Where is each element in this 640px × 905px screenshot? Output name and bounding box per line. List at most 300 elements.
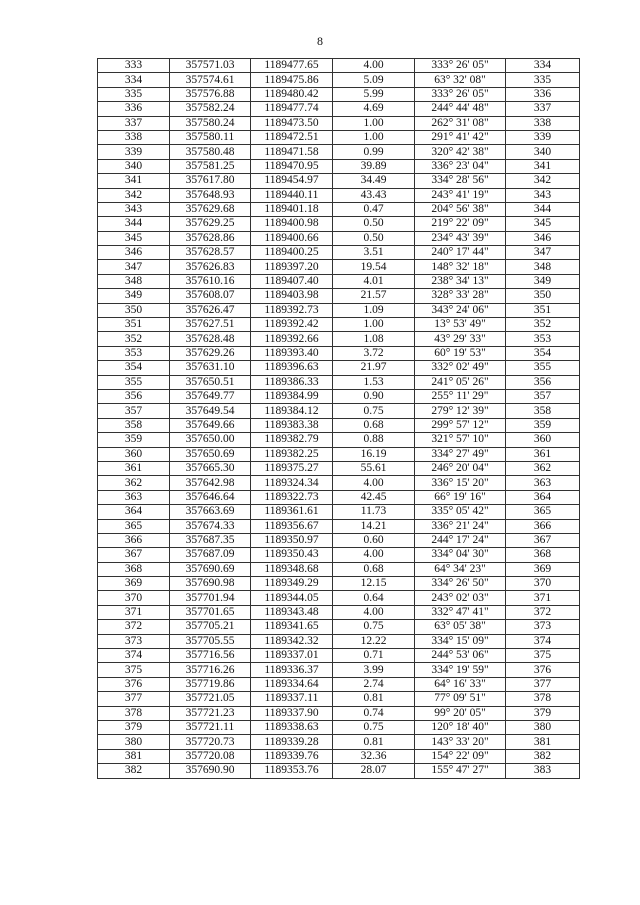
point-number-cell: 362 xyxy=(98,476,170,490)
length-cell: 4.00 xyxy=(333,476,415,490)
length-cell: 4.01 xyxy=(333,274,415,288)
next-point-cell: 368 xyxy=(506,548,580,562)
y-coordinate-cell: 1189393.40 xyxy=(251,346,333,360)
direction-angle-cell: 66° 19' 16" xyxy=(415,490,506,504)
length-cell: 1.00 xyxy=(333,318,415,332)
x-coordinate-cell: 357716.56 xyxy=(170,649,251,663)
length-cell: 0.50 xyxy=(333,217,415,231)
length-cell: 4.69 xyxy=(333,102,415,116)
point-number-cell: 368 xyxy=(98,562,170,576)
y-coordinate-cell: 1189403.98 xyxy=(251,289,333,303)
direction-angle-cell: 328° 33' 28" xyxy=(415,289,506,303)
next-point-cell: 353 xyxy=(506,332,580,346)
length-cell: 0.68 xyxy=(333,418,415,432)
table-row xyxy=(98,634,580,648)
length-cell: 0.64 xyxy=(333,591,415,605)
length-cell: 34.49 xyxy=(333,174,415,188)
x-coordinate-cell: 357646.64 xyxy=(170,490,251,504)
point-number-cell: 333 xyxy=(98,59,170,73)
table-row xyxy=(98,663,580,677)
direction-angle-cell: 155° 47' 27" xyxy=(415,764,506,778)
point-number-cell: 361 xyxy=(98,461,170,475)
point-number-cell: 346 xyxy=(98,246,170,260)
point-number-cell: 374 xyxy=(98,649,170,663)
table-row xyxy=(98,735,580,749)
length-cell: 0.81 xyxy=(333,735,415,749)
coordinate-table-body xyxy=(98,59,580,779)
table-row xyxy=(98,461,580,475)
table-row xyxy=(98,505,580,519)
point-number-cell: 354 xyxy=(98,361,170,375)
y-coordinate-cell: 1189382.79 xyxy=(251,433,333,447)
next-point-cell: 363 xyxy=(506,476,580,490)
direction-angle-cell: 99° 20' 05" xyxy=(415,706,506,720)
length-cell: 0.90 xyxy=(333,389,415,403)
length-cell: 39.89 xyxy=(333,159,415,173)
point-number-cell: 345 xyxy=(98,231,170,245)
direction-angle-cell: 234° 43' 39" xyxy=(415,231,506,245)
table-row xyxy=(98,361,580,375)
direction-angle-cell: 336° 23' 04" xyxy=(415,159,506,173)
next-point-cell: 373 xyxy=(506,620,580,634)
direction-angle-cell: 60° 19' 53" xyxy=(415,346,506,360)
point-number-cell: 352 xyxy=(98,332,170,346)
y-coordinate-cell: 1189400.98 xyxy=(251,217,333,231)
next-point-cell: 366 xyxy=(506,519,580,533)
direction-angle-cell: 332° 02' 49" xyxy=(415,361,506,375)
direction-angle-cell: 279° 12' 39" xyxy=(415,404,506,418)
direction-angle-cell: 64° 16' 33" xyxy=(415,677,506,691)
length-cell: 0.75 xyxy=(333,620,415,634)
x-coordinate-cell: 357719.86 xyxy=(170,677,251,691)
point-number-cell: 365 xyxy=(98,519,170,533)
next-point-cell: 360 xyxy=(506,433,580,447)
x-coordinate-cell: 357674.33 xyxy=(170,519,251,533)
y-coordinate-cell: 1189396.63 xyxy=(251,361,333,375)
direction-angle-cell: 334° 19' 59" xyxy=(415,663,506,677)
y-coordinate-cell: 1189339.28 xyxy=(251,735,333,749)
x-coordinate-cell: 357629.68 xyxy=(170,202,251,216)
length-cell: 1.09 xyxy=(333,303,415,317)
next-point-cell: 382 xyxy=(506,749,580,763)
length-cell: 5.99 xyxy=(333,87,415,101)
x-coordinate-cell: 357581.25 xyxy=(170,159,251,173)
point-number-cell: 366 xyxy=(98,533,170,547)
direction-angle-cell: 244° 44' 48" xyxy=(415,102,506,116)
y-coordinate-cell: 1189386.33 xyxy=(251,375,333,389)
coordinate-table xyxy=(97,58,580,779)
next-point-cell: 370 xyxy=(506,577,580,591)
y-coordinate-cell: 1189337.11 xyxy=(251,692,333,706)
table-row xyxy=(98,346,580,360)
length-cell: 1.00 xyxy=(333,116,415,130)
direction-angle-cell: 77° 09' 51" xyxy=(415,692,506,706)
next-point-cell: 367 xyxy=(506,533,580,547)
direction-angle-cell: 334° 15' 09" xyxy=(415,634,506,648)
direction-angle-cell: 241° 05' 26" xyxy=(415,375,506,389)
length-cell: 0.74 xyxy=(333,706,415,720)
point-number-cell: 379 xyxy=(98,720,170,734)
next-point-cell: 356 xyxy=(506,375,580,389)
y-coordinate-cell: 1189477.74 xyxy=(251,102,333,116)
table-row xyxy=(98,476,580,490)
next-point-cell: 355 xyxy=(506,361,580,375)
point-number-cell: 381 xyxy=(98,749,170,763)
table-row xyxy=(98,231,580,245)
y-coordinate-cell: 1189407.40 xyxy=(251,274,333,288)
point-number-cell: 360 xyxy=(98,447,170,461)
x-coordinate-cell: 357687.09 xyxy=(170,548,251,562)
point-number-cell: 370 xyxy=(98,591,170,605)
length-cell: 28.07 xyxy=(333,764,415,778)
y-coordinate-cell: 1189350.97 xyxy=(251,533,333,547)
direction-angle-cell: 299° 57' 12" xyxy=(415,418,506,432)
length-cell: 0.60 xyxy=(333,533,415,547)
page-number: 8 xyxy=(317,34,323,48)
length-cell: 5.09 xyxy=(333,73,415,87)
table-row xyxy=(98,577,580,591)
direction-angle-cell: 334° 26' 50" xyxy=(415,577,506,591)
table-row xyxy=(98,102,580,116)
length-cell: 4.00 xyxy=(333,548,415,562)
length-cell: 1.53 xyxy=(333,375,415,389)
table-row xyxy=(98,490,580,504)
point-number-cell: 343 xyxy=(98,202,170,216)
x-coordinate-cell: 357580.11 xyxy=(170,130,251,144)
table-row xyxy=(98,130,580,144)
point-number-cell: 373 xyxy=(98,634,170,648)
length-cell: 32.36 xyxy=(333,749,415,763)
next-point-cell: 336 xyxy=(506,87,580,101)
table-row xyxy=(98,73,580,87)
direction-angle-cell: 333° 26' 05" xyxy=(415,59,506,73)
direction-angle-cell: 43° 29' 33" xyxy=(415,332,506,346)
x-coordinate-cell: 357690.69 xyxy=(170,562,251,576)
next-point-cell: 334 xyxy=(506,59,580,73)
next-point-cell: 365 xyxy=(506,505,580,519)
y-coordinate-cell: 1189341.65 xyxy=(251,620,333,634)
length-cell: 0.88 xyxy=(333,433,415,447)
next-point-cell: 350 xyxy=(506,289,580,303)
x-coordinate-cell: 357642.98 xyxy=(170,476,251,490)
direction-angle-cell: 334° 28' 56" xyxy=(415,174,506,188)
y-coordinate-cell: 1189384.12 xyxy=(251,404,333,418)
table-row xyxy=(98,720,580,734)
direction-angle-cell: 244° 53' 06" xyxy=(415,649,506,663)
x-coordinate-cell: 357580.48 xyxy=(170,145,251,159)
length-cell: 0.81 xyxy=(333,692,415,706)
y-coordinate-cell: 1189400.66 xyxy=(251,231,333,245)
point-number-cell: 372 xyxy=(98,620,170,634)
point-number-cell: 358 xyxy=(98,418,170,432)
point-number-cell: 351 xyxy=(98,318,170,332)
table-row xyxy=(98,159,580,173)
direction-angle-cell: 238° 34' 13" xyxy=(415,274,506,288)
length-cell: 3.99 xyxy=(333,663,415,677)
y-coordinate-cell: 1189338.63 xyxy=(251,720,333,734)
point-number-cell: 382 xyxy=(98,764,170,778)
next-point-cell: 354 xyxy=(506,346,580,360)
length-cell: 55.61 xyxy=(333,461,415,475)
x-coordinate-cell: 357628.57 xyxy=(170,246,251,260)
next-point-cell: 378 xyxy=(506,692,580,706)
x-coordinate-cell: 357649.54 xyxy=(170,404,251,418)
length-cell: 0.75 xyxy=(333,404,415,418)
next-point-cell: 364 xyxy=(506,490,580,504)
x-coordinate-cell: 357665.30 xyxy=(170,461,251,475)
direction-angle-cell: 244° 17' 24" xyxy=(415,533,506,547)
x-coordinate-cell: 357617.80 xyxy=(170,174,251,188)
y-coordinate-cell: 1189475.86 xyxy=(251,73,333,87)
table-row xyxy=(98,620,580,634)
direction-angle-cell: 321° 57' 10" xyxy=(415,433,506,447)
point-number-cell: 378 xyxy=(98,706,170,720)
table-row xyxy=(98,418,580,432)
next-point-cell: 342 xyxy=(506,174,580,188)
next-point-cell: 357 xyxy=(506,389,580,403)
table-row xyxy=(98,605,580,619)
next-point-cell: 340 xyxy=(506,145,580,159)
y-coordinate-cell: 1189382.25 xyxy=(251,447,333,461)
next-point-cell: 341 xyxy=(506,159,580,173)
table-row xyxy=(98,246,580,260)
x-coordinate-cell: 357626.47 xyxy=(170,303,251,317)
x-coordinate-cell: 357649.77 xyxy=(170,389,251,403)
length-cell: 2.74 xyxy=(333,677,415,691)
x-coordinate-cell: 357716.26 xyxy=(170,663,251,677)
point-number-cell: 342 xyxy=(98,188,170,202)
table-row xyxy=(98,447,580,461)
table-row xyxy=(98,202,580,216)
length-cell: 11.73 xyxy=(333,505,415,519)
table-row xyxy=(98,533,580,547)
y-coordinate-cell: 1189480.42 xyxy=(251,87,333,101)
direction-angle-cell: 63° 32' 08" xyxy=(415,73,506,87)
table-row xyxy=(98,260,580,274)
direction-angle-cell: 154° 22' 09" xyxy=(415,749,506,763)
next-point-cell: 377 xyxy=(506,677,580,691)
point-number-cell: 341 xyxy=(98,174,170,188)
length-cell: 19.54 xyxy=(333,260,415,274)
point-number-cell: 356 xyxy=(98,389,170,403)
length-cell: 42.45 xyxy=(333,490,415,504)
direction-angle-cell: 255° 11' 29" xyxy=(415,389,506,403)
next-point-cell: 383 xyxy=(506,764,580,778)
y-coordinate-cell: 1189322.73 xyxy=(251,490,333,504)
length-cell: 4.00 xyxy=(333,605,415,619)
table-row xyxy=(98,389,580,403)
table-row xyxy=(98,87,580,101)
x-coordinate-cell: 357721.11 xyxy=(170,720,251,734)
length-cell: 4.00 xyxy=(333,59,415,73)
point-number-cell: 377 xyxy=(98,692,170,706)
direction-angle-cell: 204° 56' 38" xyxy=(415,202,506,216)
next-point-cell: 369 xyxy=(506,562,580,576)
x-coordinate-cell: 357608.07 xyxy=(170,289,251,303)
length-cell: 12.15 xyxy=(333,577,415,591)
point-number-cell: 337 xyxy=(98,116,170,130)
direction-angle-cell: 333° 26' 05" xyxy=(415,87,506,101)
table-row xyxy=(98,217,580,231)
next-point-cell: 343 xyxy=(506,188,580,202)
y-coordinate-cell: 1189348.68 xyxy=(251,562,333,576)
next-point-cell: 371 xyxy=(506,591,580,605)
table-row xyxy=(98,116,580,130)
length-cell: 21.97 xyxy=(333,361,415,375)
y-coordinate-cell: 1189361.61 xyxy=(251,505,333,519)
point-number-cell: 367 xyxy=(98,548,170,562)
length-cell: 16.19 xyxy=(333,447,415,461)
y-coordinate-cell: 1189343.48 xyxy=(251,605,333,619)
x-coordinate-cell: 357649.66 xyxy=(170,418,251,432)
direction-angle-cell: 332° 47' 41" xyxy=(415,605,506,619)
point-number-cell: 336 xyxy=(98,102,170,116)
direction-angle-cell: 262° 31' 08" xyxy=(415,116,506,130)
next-point-cell: 335 xyxy=(506,73,580,87)
table-row xyxy=(98,174,580,188)
direction-angle-cell: 343° 24' 06" xyxy=(415,303,506,317)
y-coordinate-cell: 1189356.67 xyxy=(251,519,333,533)
x-coordinate-cell: 357629.25 xyxy=(170,217,251,231)
y-coordinate-cell: 1189336.37 xyxy=(251,663,333,677)
direction-angle-cell: 246° 20' 04" xyxy=(415,461,506,475)
next-point-cell: 338 xyxy=(506,116,580,130)
y-coordinate-cell: 1189339.76 xyxy=(251,749,333,763)
table-row xyxy=(98,548,580,562)
x-coordinate-cell: 357627.51 xyxy=(170,318,251,332)
y-coordinate-cell: 1189384.99 xyxy=(251,389,333,403)
y-coordinate-cell: 1189337.01 xyxy=(251,649,333,663)
table-row xyxy=(98,375,580,389)
next-point-cell: 346 xyxy=(506,231,580,245)
point-number-cell: 338 xyxy=(98,130,170,144)
point-number-cell: 349 xyxy=(98,289,170,303)
point-number-cell: 357 xyxy=(98,404,170,418)
length-cell: 0.50 xyxy=(333,231,415,245)
point-number-cell: 364 xyxy=(98,505,170,519)
next-point-cell: 381 xyxy=(506,735,580,749)
x-coordinate-cell: 357631.10 xyxy=(170,361,251,375)
direction-angle-cell: 243° 02' 03" xyxy=(415,591,506,605)
table-row xyxy=(98,188,580,202)
x-coordinate-cell: 357705.55 xyxy=(170,634,251,648)
point-number-cell: 347 xyxy=(98,260,170,274)
table-row xyxy=(98,145,580,159)
point-number-cell: 363 xyxy=(98,490,170,504)
table-row xyxy=(98,303,580,317)
x-coordinate-cell: 357650.00 xyxy=(170,433,251,447)
next-point-cell: 374 xyxy=(506,634,580,648)
table-row xyxy=(98,404,580,418)
direction-angle-cell: 143° 33' 20" xyxy=(415,735,506,749)
point-number-cell: 359 xyxy=(98,433,170,447)
y-coordinate-cell: 1189397.20 xyxy=(251,260,333,274)
x-coordinate-cell: 357650.69 xyxy=(170,447,251,461)
y-coordinate-cell: 1189375.27 xyxy=(251,461,333,475)
direction-angle-cell: 336° 21' 24" xyxy=(415,519,506,533)
y-coordinate-cell: 1189383.38 xyxy=(251,418,333,432)
point-number-cell: 376 xyxy=(98,677,170,691)
length-cell: 3.72 xyxy=(333,346,415,360)
table-row xyxy=(98,274,580,288)
y-coordinate-cell: 1189337.90 xyxy=(251,706,333,720)
x-coordinate-cell: 357610.16 xyxy=(170,274,251,288)
direction-angle-cell: 120° 18' 40" xyxy=(415,720,506,734)
next-point-cell: 372 xyxy=(506,605,580,619)
x-coordinate-cell: 357571.03 xyxy=(170,59,251,73)
direction-angle-cell: 63° 05' 38" xyxy=(415,620,506,634)
direction-angle-cell: 219° 22' 09" xyxy=(415,217,506,231)
x-coordinate-cell: 357701.65 xyxy=(170,605,251,619)
y-coordinate-cell: 1189454.97 xyxy=(251,174,333,188)
y-coordinate-cell: 1189344.05 xyxy=(251,591,333,605)
point-number-cell: 353 xyxy=(98,346,170,360)
point-number-cell: 375 xyxy=(98,663,170,677)
table-row xyxy=(98,332,580,346)
table-row xyxy=(98,519,580,533)
point-number-cell: 380 xyxy=(98,735,170,749)
next-point-cell: 345 xyxy=(506,217,580,231)
direction-angle-cell: 334° 27' 49" xyxy=(415,447,506,461)
length-cell: 0.99 xyxy=(333,145,415,159)
length-cell: 12.22 xyxy=(333,634,415,648)
length-cell: 43.43 xyxy=(333,188,415,202)
y-coordinate-cell: 1189349.29 xyxy=(251,577,333,591)
length-cell: 1.00 xyxy=(333,130,415,144)
length-cell: 0.47 xyxy=(333,202,415,216)
length-cell: 14.21 xyxy=(333,519,415,533)
y-coordinate-cell: 1189440.11 xyxy=(251,188,333,202)
y-coordinate-cell: 1189470.95 xyxy=(251,159,333,173)
y-coordinate-cell: 1189342.32 xyxy=(251,634,333,648)
x-coordinate-cell: 357628.48 xyxy=(170,332,251,346)
table-row xyxy=(98,289,580,303)
next-point-cell: 358 xyxy=(506,404,580,418)
x-coordinate-cell: 357687.35 xyxy=(170,533,251,547)
table-row xyxy=(98,59,580,73)
direction-angle-cell: 335° 05' 42" xyxy=(415,505,506,519)
y-coordinate-cell: 1189477.65 xyxy=(251,59,333,73)
next-point-cell: 361 xyxy=(506,447,580,461)
table-row xyxy=(98,433,580,447)
x-coordinate-cell: 357720.73 xyxy=(170,735,251,749)
point-number-cell: 348 xyxy=(98,274,170,288)
x-coordinate-cell: 357721.05 xyxy=(170,692,251,706)
point-number-cell: 334 xyxy=(98,73,170,87)
table-row xyxy=(98,562,580,576)
y-coordinate-cell: 1189472.51 xyxy=(251,130,333,144)
table-row xyxy=(98,692,580,706)
y-coordinate-cell: 1189350.43 xyxy=(251,548,333,562)
table-row xyxy=(98,764,580,778)
next-point-cell: 376 xyxy=(506,663,580,677)
direction-angle-cell: 13° 53' 49" xyxy=(415,318,506,332)
next-point-cell: 380 xyxy=(506,720,580,734)
next-point-cell: 347 xyxy=(506,246,580,260)
table-row xyxy=(98,318,580,332)
y-coordinate-cell: 1189334.64 xyxy=(251,677,333,691)
direction-angle-cell: 148° 32' 18" xyxy=(415,260,506,274)
y-coordinate-cell: 1189392.42 xyxy=(251,318,333,332)
x-coordinate-cell: 357663.69 xyxy=(170,505,251,519)
direction-angle-cell: 243° 41' 19" xyxy=(415,188,506,202)
point-number-cell: 369 xyxy=(98,577,170,591)
next-point-cell: 379 xyxy=(506,706,580,720)
point-number-cell: 344 xyxy=(98,217,170,231)
length-cell: 0.75 xyxy=(333,720,415,734)
point-number-cell: 339 xyxy=(98,145,170,159)
table-row xyxy=(98,706,580,720)
